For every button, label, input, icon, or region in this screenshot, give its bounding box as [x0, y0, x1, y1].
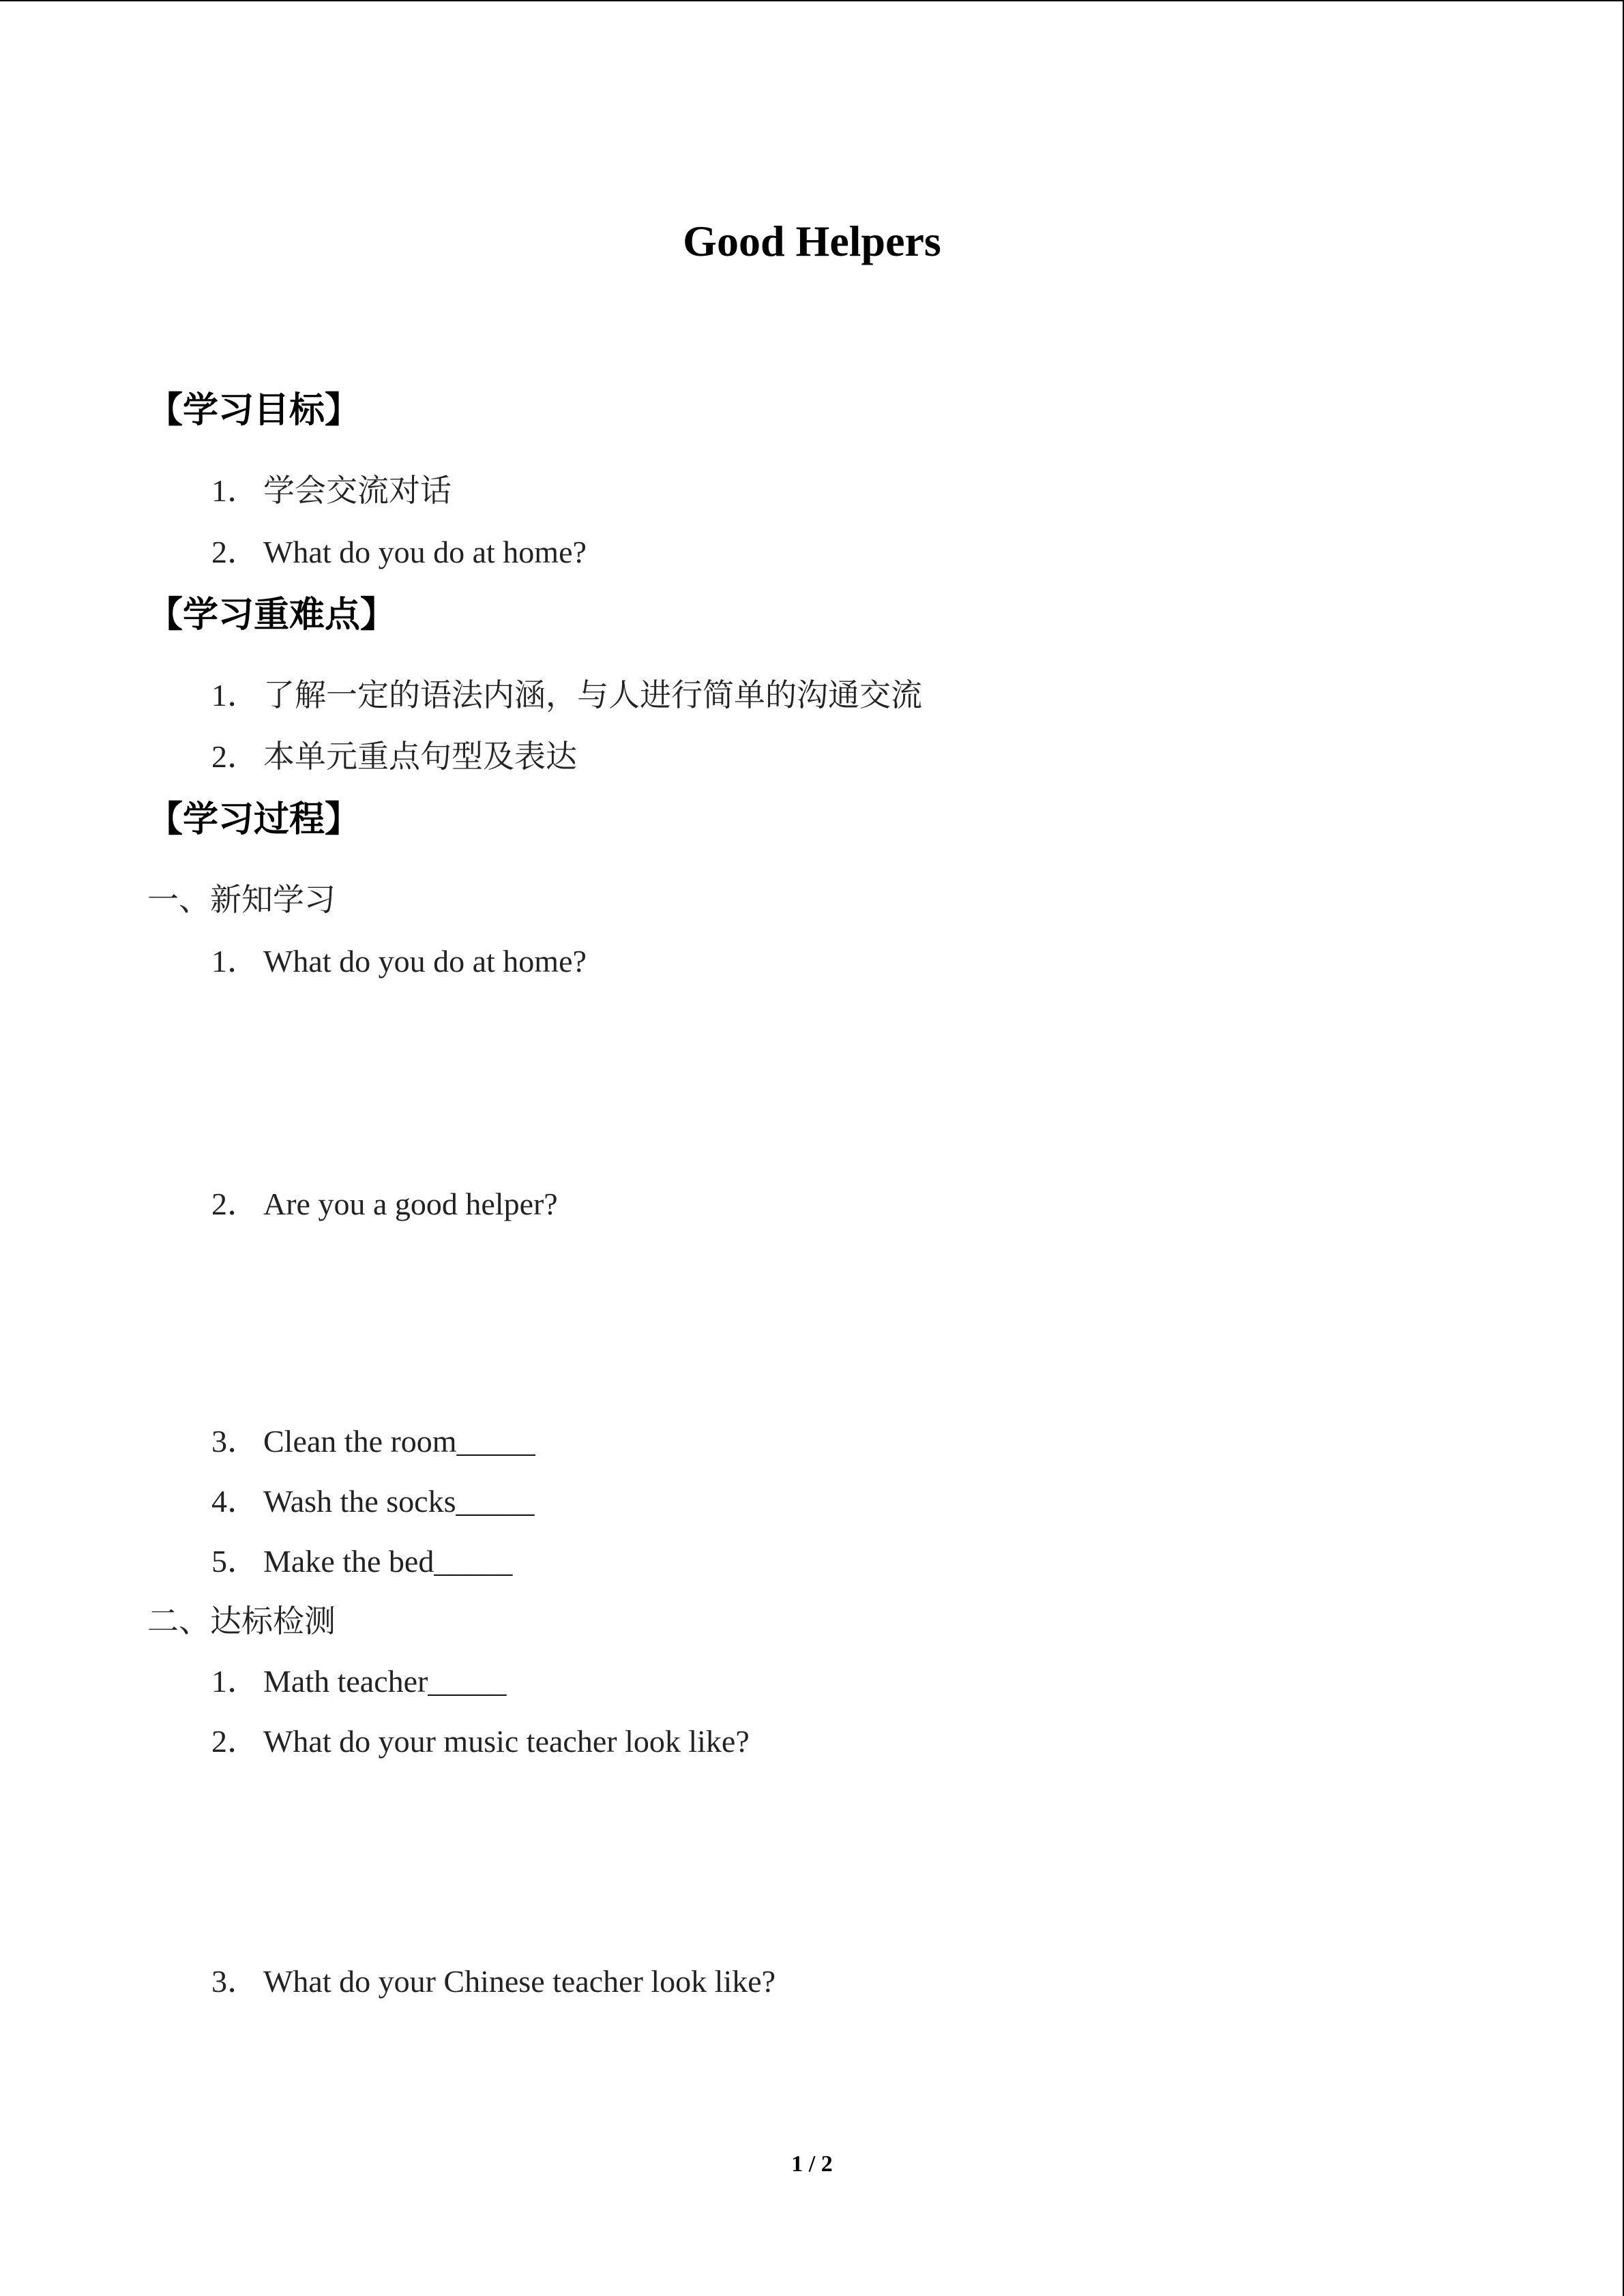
goal-item-1 — [211, 471, 452, 511]
key-point-item-2 — [211, 736, 577, 777]
section-label-assessment: 二、达标检测 — [147, 1604, 336, 1639]
process-item-4 — [211, 1481, 534, 1522]
item-number: 3． — [211, 1964, 259, 1999]
item-text: 了解一定的语法内涵，与人进行简单的沟通交流 — [263, 678, 922, 713]
process-item-1 — [211, 941, 587, 982]
item-text: Math teacher_____ — [263, 1664, 507, 1699]
process-item-3 — [211, 1421, 535, 1462]
section-label-new-knowledge: 一、新知学习 — [147, 882, 336, 917]
heading-process: 【学习过程】 — [147, 799, 361, 840]
assessment-item-1 — [211, 1661, 506, 1702]
item-number: 1． — [211, 678, 259, 713]
item-number: 2． — [211, 739, 259, 774]
item-number: 2． — [211, 1187, 259, 1221]
item-text: Wash the socks_____ — [263, 1484, 535, 1519]
item-text: Clean the room_____ — [263, 1424, 535, 1459]
goal-item-2 — [211, 532, 587, 573]
item-text: What do your Chinese teacher look like? — [263, 1964, 776, 1999]
item-number: 1． — [211, 944, 259, 979]
item-text: What do you do at home? — [263, 944, 587, 979]
item-number: 2． — [211, 1724, 259, 1759]
heading-key-points: 【学习重难点】 — [147, 595, 396, 636]
item-number: 3． — [211, 1424, 259, 1459]
item-number: 1． — [211, 473, 259, 508]
process-item-2 — [211, 1184, 558, 1225]
process-item-5 — [211, 1541, 512, 1582]
heading-goals: 【学习目标】 — [147, 390, 361, 431]
item-text: 本单元重点句型及表达 — [263, 739, 577, 774]
item-number: 2． — [211, 535, 259, 569]
page-number: 1 / 2 — [791, 2151, 833, 2177]
item-number: 5． — [211, 1544, 259, 1579]
item-text: Make the bed_____ — [263, 1544, 513, 1579]
key-point-item-1 — [211, 675, 922, 716]
assessment-item-2 — [211, 1721, 750, 1762]
item-number: 4． — [211, 1484, 259, 1519]
item-text: What do you do at home? — [263, 535, 587, 569]
item-text: Are you a good helper? — [263, 1187, 558, 1221]
page-title: Good Helpers — [683, 217, 941, 265]
item-number: 1． — [211, 1664, 259, 1699]
item-text: 学会交流对话 — [263, 473, 452, 508]
item-text: What do your music teacher look like? — [263, 1724, 750, 1759]
assessment-item-3 — [211, 1961, 776, 2002]
